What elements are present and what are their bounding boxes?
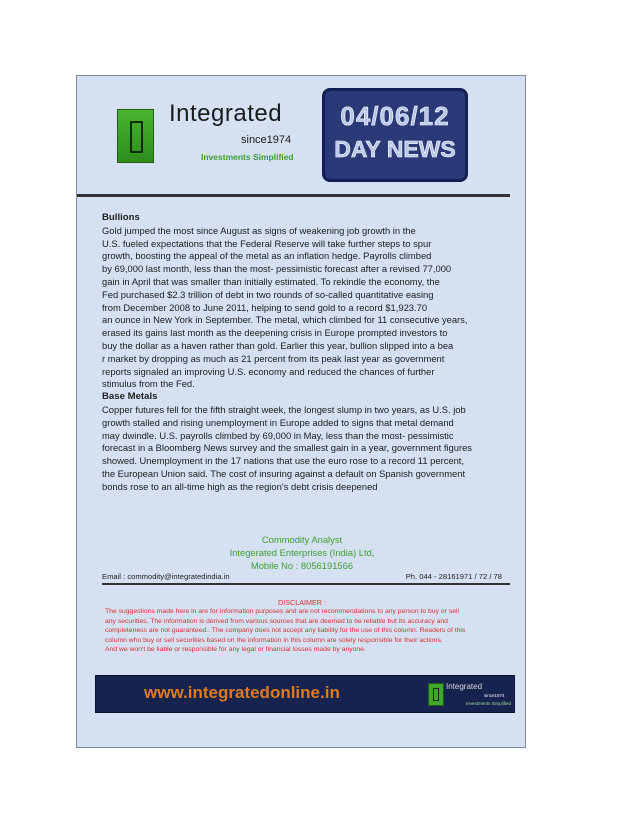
section-title-base-metals: Base Metals (102, 391, 158, 403)
footer-brand: Integrated (446, 682, 483, 691)
bullions-line: from December 2008 to June 2011, helping to send gold to a record $1,923.70 (102, 301, 428, 313)
newsletter-page (76, 75, 526, 748)
website-link[interactable]: www.integratedonline.in (144, 683, 340, 702)
brand-tagline: Investments Simplified (201, 152, 294, 162)
disclaimer-title: DISCLAIMER : (278, 598, 326, 607)
bullions-line: Gold jumped the most since August as signs of weakening job growth in the (102, 224, 416, 236)
disclaimer-line: column who buy or sell securities based on the information in this column are solely responsible for their actions. (105, 636, 443, 644)
base-metals-line: bonds rose to an all-time high as the region’s debt crisis deepened (102, 480, 378, 492)
contact-email[interactable]: Email : commodity@integratedindia.in (102, 572, 230, 581)
footer-since: since1974 (484, 693, 505, 698)
integrated-logo-icon (117, 109, 154, 163)
bullions-line: U.S. fueled expectations that the Federal Reserve will take further steps to spur (102, 237, 432, 249)
footer-banner (95, 675, 515, 713)
bullions-line: stimulus from the Fed. (102, 378, 195, 390)
contact-divider (102, 583, 510, 585)
base-metals-line: may dwindle. U.S. payrolls climbed by 69,000 in May, less than the most- pessimistic (102, 429, 454, 441)
disclaimer-line: The suggestions made here in are for information purposes and are not recommendations to any person to buy or sell (105, 608, 460, 615)
base-metals-line: Copper futures fell for the fifth straight week, the longest slump in two years, as U.S. job (102, 403, 466, 415)
date-badge (322, 88, 468, 182)
base-metals-line: forecast in a Bloomberg News survey and the smallest gain in a year, government figures (102, 442, 472, 454)
integrated-logo-icon (428, 683, 444, 706)
bullions-line: Fed purchased $2.3 trillion of debt in two rounds of so-called quantitative easing (102, 288, 434, 300)
bullions-line: erased its gains last month as the deepening crisis in Europe prompted investors to (102, 327, 448, 339)
bullions-line: growth, boosting the appeal of the metal as an inflation hedge. Payrolls climbed (102, 250, 432, 262)
edition-title: DAY NEWS (334, 136, 456, 162)
bullions-line: by 69,000 last month, less than the most- pessimistic forecast after a revised 77,000 (102, 263, 452, 275)
contact-row (102, 572, 502, 581)
header-divider (77, 194, 510, 197)
brand-since: since1974 (241, 134, 292, 146)
bullions-line: gain in April that was smaller than initially estimated. To rekindle the economy, the (102, 275, 440, 287)
disclaimer-line: completeness are not guaranteed.. The company does not accept any liability for the use of this column. Readers of this (105, 627, 466, 635)
analyst-company: Integerated Enterprises (India) Ltd, (229, 547, 375, 558)
bullions-line: buy the dollar as a haven rather than gold. Earlier this year, bullion slipped into a bea (102, 339, 454, 351)
base-metals-line: showed. Unemployment in the 17 nations that use the euro rose to a record 11 percent, (102, 455, 465, 467)
bullions-line: an ounce in New York in September. The metal, which climbed for 11 consecutive years, (102, 314, 468, 326)
bullions-line: r market by dropping as much as 21 percent from its peak last year as government (102, 352, 445, 364)
disclaimer-line: And we won't be liable or responsible for any legal or financial losses made by anyone. (105, 646, 366, 654)
analyst-mobile: Mobile No : 8056191566 (250, 560, 354, 571)
base-metals-line: growth stalled and rising unemployment in Europe added to signs that metal demand (102, 416, 454, 428)
issue-date: 04/06/12 (340, 101, 450, 131)
disclaimer-text (105, 607, 505, 655)
section-title-bullions: Bullions (102, 212, 140, 223)
disclaimer-line: any securities. The information is derived from various sources that are deemed to be reliable but its accuracy and (105, 617, 448, 625)
article-body (102, 212, 522, 494)
base-metals-line: the European Union said. The cost of insuring against a default on Spanish government (102, 467, 466, 479)
footer-tagline: Investments Simplified (466, 701, 512, 706)
bullions-line: reports signaled an improving U.S. economy and reduced the chances of further (102, 365, 435, 377)
brand-name: Integrated (169, 100, 283, 127)
contact-phone: Ph. 044 - 28161971 / 72 / 78 (405, 572, 502, 581)
analyst-title: Commodity Analyst (261, 534, 343, 545)
